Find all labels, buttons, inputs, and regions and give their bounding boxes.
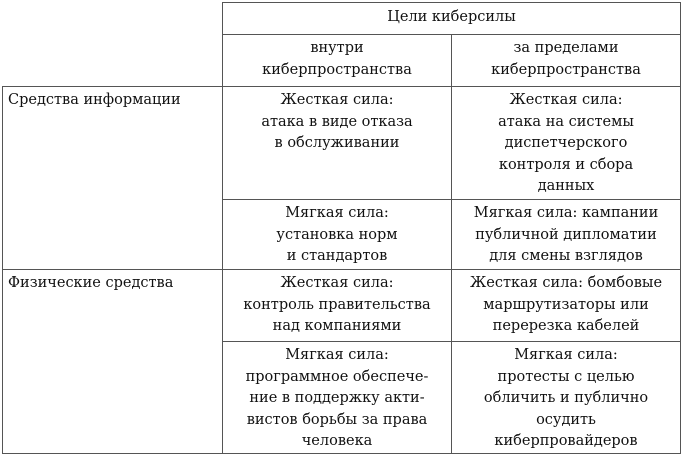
cell-line: осудить [536, 411, 596, 428]
cell-line: Мягкая сила: [285, 205, 389, 221]
cell-line: Мягкая сила: кампании [473, 205, 659, 221]
cell-info-hard-outside [452, 87, 681, 200]
cell-line: обличить и публично [483, 390, 649, 406]
header-corner-cell [3, 3, 223, 87]
cell-line: публичной дипломатии [475, 226, 657, 243]
cell-line: протесты с целью [497, 368, 635, 385]
cell-phys-hard-outside [452, 270, 681, 342]
cell-line: маршрутизаторы или [483, 296, 649, 313]
cell-line: Мягкая сила: [285, 347, 389, 363]
cell-line: для смены взглядов [489, 248, 643, 264]
cell-line: перерезка кабелей [492, 318, 640, 334]
cell-line: и стандартов [286, 248, 388, 264]
header-goals-cell [223, 3, 681, 35]
cell-line: над компаниями [272, 318, 402, 334]
cell-line: установка норм [276, 226, 398, 243]
cell-phys-hard-inside [223, 270, 452, 342]
header-outside-line: киберпространства [491, 61, 641, 78]
cell-line: программное обеспече- [245, 368, 429, 385]
cell-phys-soft-inside [223, 342, 452, 454]
cell-line: Мягкая сила: [514, 347, 618, 363]
cyber-power-table [2, 2, 681, 454]
cell-line: человека [301, 433, 373, 449]
header-inside-line: киберпространства [262, 61, 412, 78]
header-outside-line: за пределами [513, 40, 619, 56]
row-label-physical [3, 270, 223, 454]
cell-line: Жесткая сила: [280, 275, 394, 291]
cell-info-soft-outside [452, 200, 681, 270]
header-inside-cell [223, 35, 452, 87]
cell-line: Жесткая сила: [280, 92, 394, 108]
header-goals-title: Цели киберсилы [387, 9, 516, 25]
header-outside-cell [452, 35, 681, 87]
cell-line: атака в виде отказа [261, 113, 413, 130]
cell-line: диспетчерского [504, 135, 628, 151]
row-label-information [3, 87, 223, 270]
cell-line: контроль правительства [243, 296, 431, 313]
cell-line: данных [537, 178, 595, 194]
header-inside-line: внутри [310, 40, 364, 56]
cell-line: Жесткая сила: бомбовые [469, 275, 663, 291]
cell-line: в обслуживании [274, 135, 400, 151]
cell-line: киберпровайдеров [494, 433, 638, 449]
cell-line: вистов борьбы за права [246, 411, 428, 428]
row-label-text: Средства информации [8, 92, 181, 108]
cell-line: атака на системы [498, 113, 634, 130]
cell-info-hard-inside [223, 87, 452, 200]
cell-line: контроля и сбора [498, 156, 634, 173]
cell-info-soft-inside [223, 200, 452, 270]
row-label-text: Физические средства [8, 275, 174, 291]
cell-line: Жесткая сила: [509, 92, 623, 108]
cell-line: ние в поддержку акти- [249, 390, 425, 406]
cell-phys-soft-outside [452, 342, 681, 454]
